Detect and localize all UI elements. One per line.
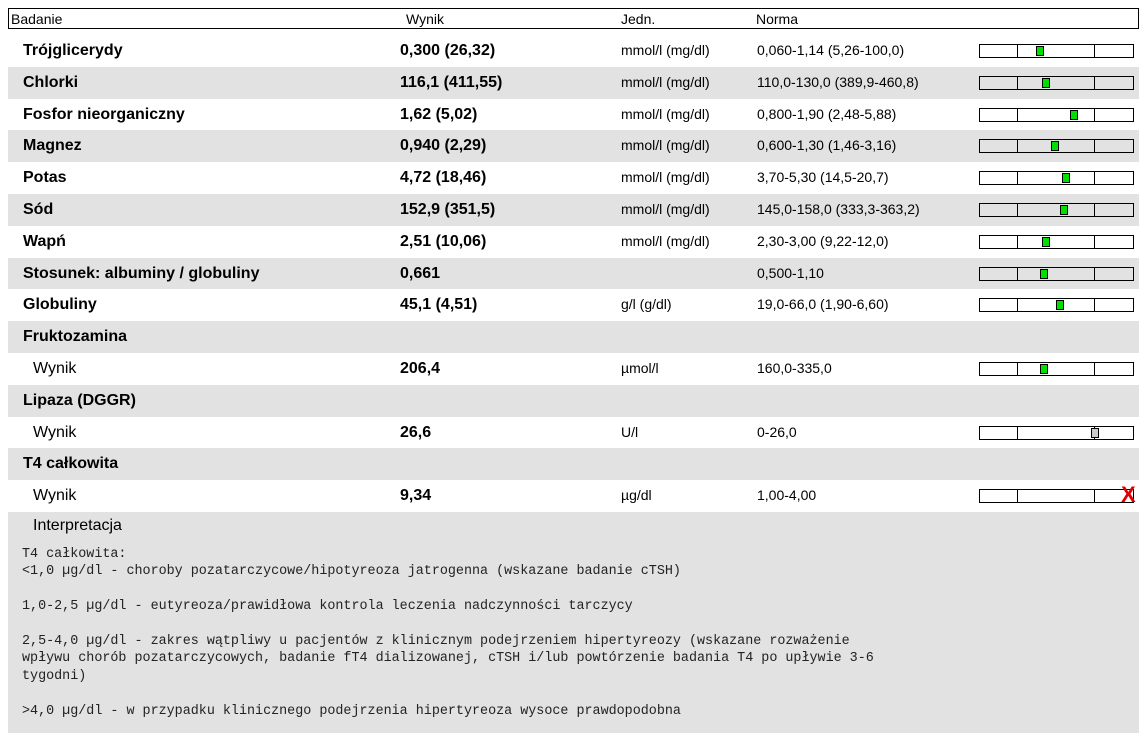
column-header-norm: Norma	[756, 11, 799, 27]
reference-range: 145,0-158,0 (333,3-363,2)	[757, 200, 920, 217]
unit-label: U/l	[621, 423, 639, 440]
gauge-marker	[1062, 173, 1070, 183]
gauge-tick	[1094, 140, 1095, 152]
test-name: Stosunek: albuminy / globuliny	[23, 264, 260, 282]
result-value: 4,72 (18,46)	[400, 169, 487, 187]
table-row	[8, 67, 1139, 99]
test-name: Chlorki	[23, 73, 79, 91]
gauge-marker	[1042, 237, 1050, 247]
gauge-tick	[1017, 363, 1018, 375]
unit-label: mmol/l (mg/dl)	[621, 42, 710, 58]
range-gauge	[979, 139, 1134, 153]
result-value: 45,1 (4,51)	[400, 296, 478, 314]
interpretation-text: T4 całkowita: <1,0 µg/dl - choroby pozatarczycowe/hipotyreoza jatrogenna (wskazane badanie cTSH) 1,0-2,5 µg/dl - eutyreoza/prawidłowa kontrola leczenia nadczynności tarczycy 2,5-4,0 µg/dl - zakres wątpliwy u pacjentów z klinicznym podejrzeniem hipertyreozy (wskazane rozważenie wpływu chorób pozatarczycowych, badanie fT4 dializowanej, cTSH i/lub powtórzenie badania T4 po upływie 3-6 tygodni) >4,0 µg/dl - w przypadku klinicznego podejrzenia hipertyreoza wysoce prawdopodobna	[22, 547, 874, 719]
table-row	[8, 417, 1139, 449]
reference-range: 19,0-66,0 (1,90-6,60)	[757, 296, 889, 313]
gauge-marker	[1042, 78, 1050, 88]
range-gauge	[979, 362, 1134, 376]
out-of-range-icon: X	[1121, 482, 1136, 508]
gauge-tick	[1094, 45, 1095, 57]
test-name: Wynik	[33, 423, 77, 441]
gauge-marker	[1056, 300, 1064, 310]
table-row	[8, 258, 1139, 290]
table-row	[8, 162, 1139, 194]
results-table	[8, 35, 1139, 512]
test-name: Wynik	[33, 359, 77, 377]
reference-range: 0-26,0	[757, 423, 797, 440]
gauge-tick	[1017, 140, 1018, 152]
range-gauge	[979, 235, 1134, 249]
reference-range: 0,060-1,14 (5,26-100,0)	[757, 42, 905, 58]
reference-range: 160,0-335,0	[757, 359, 832, 376]
result-value: 116,1 (411,55)	[400, 73, 503, 91]
result-value: 26,6	[400, 423, 432, 441]
gauge-tick	[1017, 427, 1018, 439]
result-value: 206,4	[400, 359, 441, 377]
section-header-row	[8, 385, 1139, 417]
result-value: 0,940 (2,29)	[400, 137, 487, 155]
gauge-tick	[1094, 109, 1095, 121]
test-name: Wapń	[23, 232, 66, 250]
unit-label: mmol/l (mg/dl)	[621, 137, 710, 154]
column-header-test: Badanie	[11, 11, 63, 27]
table-row	[8, 194, 1139, 226]
gauge-tick	[1017, 172, 1018, 184]
gauge-tick	[1017, 45, 1018, 57]
gauge-tick	[1094, 268, 1095, 280]
result-value: 0,661	[400, 264, 441, 282]
unit-label: mmol/l (mg/dl)	[621, 169, 710, 186]
reference-range: 110,0-130,0 (389,9-460,8)	[757, 73, 919, 90]
gauge-marker	[1070, 110, 1078, 120]
result-value: 0,300 (26,32)	[400, 42, 496, 59]
gauge-tick	[1017, 204, 1018, 216]
result-value: 1,62 (5,02)	[400, 105, 478, 123]
range-gauge	[979, 76, 1134, 90]
table-row	[8, 289, 1139, 321]
gauge-marker	[1040, 269, 1048, 279]
range-gauge	[979, 482, 1136, 508]
table-row	[8, 99, 1139, 131]
range-gauge	[979, 171, 1134, 185]
unit-label: mmol/l (mg/dl)	[621, 105, 710, 122]
section-header-row	[8, 448, 1139, 480]
reference-range: 0,800-1,90 (2,48-5,88)	[757, 105, 897, 122]
test-name: Potas	[23, 169, 67, 187]
unit-label: g/l (g/dl)	[621, 296, 672, 313]
range-gauge	[979, 108, 1134, 122]
section-title: Lipaza (DGGR)	[23, 391, 136, 409]
column-header-result: Wynik	[406, 11, 444, 27]
interpretation-panel	[8, 512, 1139, 733]
table-row	[8, 35, 1139, 67]
table-row	[8, 480, 1139, 512]
range-gauge	[979, 267, 1134, 281]
gauge-marker	[1036, 46, 1044, 56]
gauge-marker	[1040, 364, 1048, 374]
test-name: Fosfor nieorganiczny	[23, 105, 185, 123]
unit-label: µmol/l	[621, 359, 659, 376]
test-name: Wynik	[33, 487, 77, 505]
gauge-tick	[1017, 299, 1018, 311]
gauge-marker	[1091, 428, 1099, 438]
reference-range: 1,00-4,00	[757, 487, 817, 504]
interpretation-title: Interpretacja	[33, 517, 122, 534]
gauge-tick	[1017, 268, 1018, 280]
range-gauge	[979, 203, 1134, 217]
table-header	[8, 8, 1139, 29]
gauge-tick	[1094, 299, 1095, 311]
gauge-tick	[1094, 363, 1095, 375]
test-name: Sód	[23, 200, 54, 218]
gauge-tick	[1017, 77, 1018, 89]
gauge-tick	[1017, 109, 1018, 121]
column-header-unit: Jedn.	[621, 11, 656, 27]
section-title: T4 całkowita	[23, 455, 119, 473]
range-gauge	[979, 298, 1134, 312]
table-row	[8, 353, 1139, 385]
result-value: 152,9 (351,5)	[400, 200, 496, 218]
result-value: 9,34	[400, 487, 432, 505]
table-row	[8, 226, 1139, 258]
gauge-tick	[1094, 236, 1095, 248]
section-title: Fruktozamina	[23, 328, 128, 346]
gauge-tick	[1094, 490, 1095, 502]
gauge-tick	[1094, 77, 1095, 89]
reference-range: 2,30-3,00 (9,22-12,0)	[757, 232, 889, 249]
test-name: Magnez	[23, 137, 82, 155]
gauge-tick	[1094, 172, 1095, 184]
gauge-marker	[1060, 205, 1068, 215]
unit-label: µg/dl	[621, 487, 652, 504]
reference-range: 3,70-5,30 (14,5-20,7)	[757, 169, 889, 186]
section-header-row	[8, 321, 1139, 353]
unit-label: mmol/l (mg/dl)	[621, 200, 710, 217]
gauge-tick	[1017, 236, 1018, 248]
test-name: Trójglicerydy	[23, 42, 123, 59]
result-value: 2,51 (10,06)	[400, 232, 487, 250]
reference-range: 0,600-1,30 (1,46-3,16)	[757, 137, 897, 154]
unit-label: mmol/l (mg/dl)	[621, 232, 710, 249]
table-row	[8, 130, 1139, 162]
range-gauge	[979, 44, 1134, 58]
gauge-tick	[1017, 490, 1018, 502]
range-gauge	[979, 426, 1134, 440]
unit-label: mmol/l (mg/dl)	[621, 73, 710, 90]
test-name: Globuliny	[23, 296, 97, 314]
reference-range: 0,500-1,10	[757, 264, 824, 281]
gauge-marker	[1051, 141, 1059, 151]
gauge-tick	[1094, 204, 1095, 216]
